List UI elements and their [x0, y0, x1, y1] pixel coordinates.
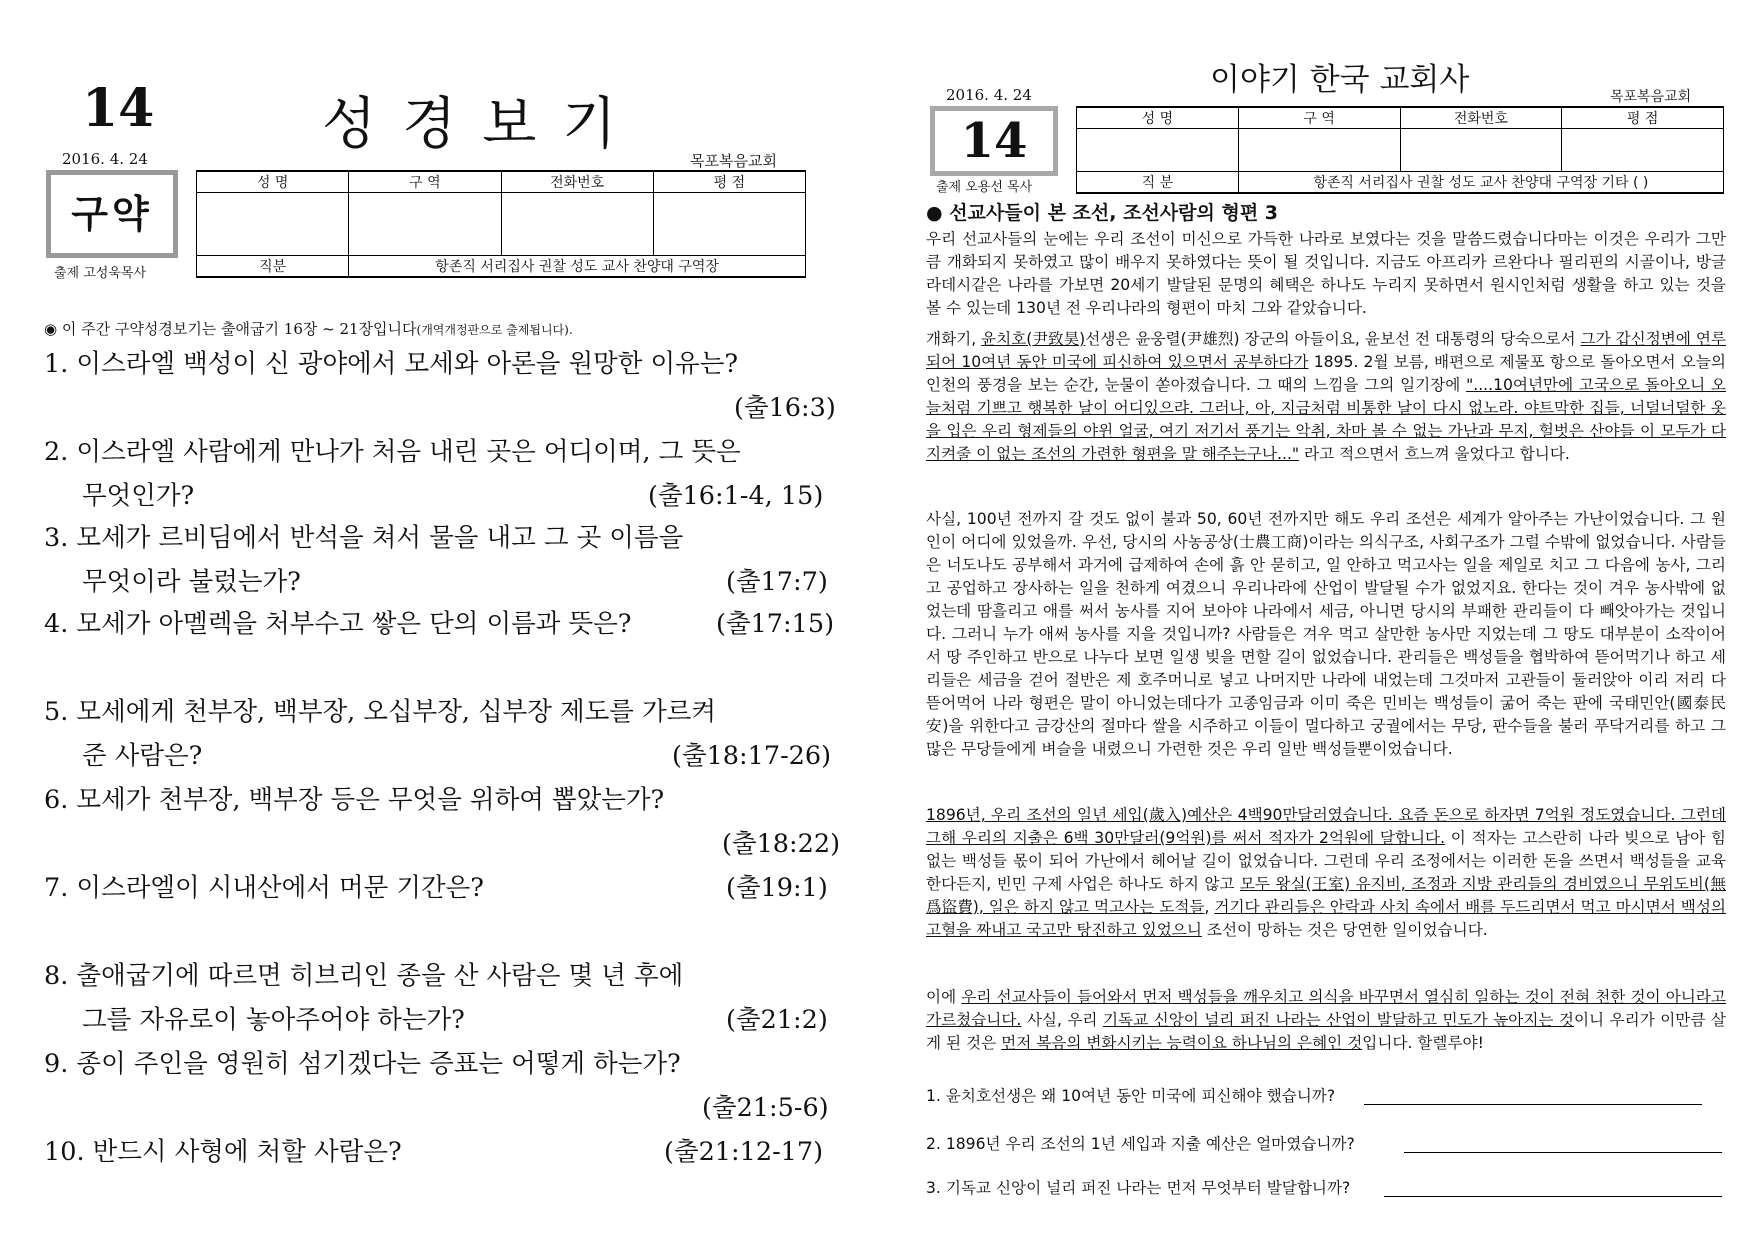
question-2: 2. 이스라엘 사람에게 만나가 처음 내린 곳은 어디이며, 그 뜻은	[44, 437, 741, 467]
p4-part-c: 모두 왕실(王室) 유지비, 조정과 지방 관리들의 경비였으니 무위도비(無爲盜費), 일은 하지 않고 먹고사는 도적들	[926, 875, 1726, 916]
paragraph-5	[926, 986, 1726, 1055]
question-7: 7. 이스라엘이 시내산에서 머문 기간은?	[44, 873, 484, 903]
question-5: 5. 모세에게 천부장, 백부장, 오십부장, 십부장 제도를 가르켜	[44, 697, 716, 727]
left-info-table	[196, 170, 806, 278]
answer-line-2[interactable]	[1404, 1152, 1722, 1153]
phone-field[interactable]	[501, 193, 653, 256]
question-3: 3. 모세가 르비딤에서 반석을 쳐서 물을 내고 그 곳 이름을	[44, 523, 684, 553]
p5-part-b: 우리 선교사들이 들어와서 먼저 백성들을 깨우치고 의식을 바꾸면서 열심히 일하는 것이 전혀 천한 것이 아니라고 가르쳤습니다.	[926, 988, 1726, 1029]
question-3-ref: (출17:7)	[726, 567, 828, 597]
district-field[interactable]	[1238, 129, 1400, 172]
answer-line-3[interactable]	[1384, 1196, 1722, 1197]
score-field[interactable]	[653, 193, 805, 256]
question-3-line2: 무엇이라 불렀는가?	[82, 567, 301, 597]
header-phone: 전화번호	[1400, 107, 1562, 129]
question-2-line2: 무엇인가?	[82, 481, 195, 511]
question-1-ref: (출16:3)	[734, 393, 836, 423]
right-issue-number: 14	[960, 113, 1028, 169]
question-5-line2: 준 사람은?	[82, 741, 203, 771]
left-author: 출제 고성욱목사	[54, 266, 147, 281]
review-question-1: 1. 윤치호선생은 왜 10여년 동안 미국에 피신해야 했습니까?	[926, 1087, 1336, 1105]
left-date: 2016. 4. 24	[62, 150, 148, 168]
phone-field[interactable]	[1400, 129, 1562, 172]
paragraph-2	[926, 328, 1726, 466]
score-field[interactable]	[1562, 129, 1724, 172]
p4-part-a: 1896년, 우리 조선의 일년 세입(歲入)예산은 4백90만달러였습니다. 요즘 돈으로 하자면 7억원 정도였습니다. 그런데 그해 우리의 지출은 6백 30만달러(9억원)를 써서 적자가 2억원에 달합니다.	[926, 806, 1726, 847]
p5-part-f: 먼저 복음의 변화시키는 능력이요 하나님의 은혜인 것	[1001, 1034, 1363, 1052]
header-name: 성 명	[1077, 107, 1239, 129]
question-10-ref: (출21:12-17)	[664, 1137, 824, 1167]
note-small: (개역개정판으로 출제됩니다).	[416, 323, 573, 337]
name-field[interactable]	[1077, 129, 1239, 172]
question-6-ref: (출18:22)	[722, 829, 841, 859]
question-5-ref: (출18:17-26)	[672, 741, 832, 771]
question-7-ref: (출19:1)	[726, 873, 828, 903]
question-8-line2: 그를 자유로이 놓아주어야 하는가?	[82, 1005, 465, 1035]
question-8: 8. 출애굽기에 따르면 히브리인 종을 산 사람은 몇 년 후에	[44, 961, 684, 991]
paragraph-3: 사실, 100년 전까지 갈 것도 없이 불과 50, 60년 전까지만 해도 우리 조선은 세계가 알아주는 가난이었습니다. 그 원인이 어디에 있었을까. 우선, 당시의 사농공상(士農工商)이라는 의식구조, 사회구조가 그럴 수밖에 없었습니다. 사람들은 너도나도 공부해서 과거에 급제하여 손에 흙 안 묻히고, 일 안하고 먹고사는 일을 제일로 치고 그 다음에 농사, 그리고 공업하고 장사하는 일을 천하게 여겼으니 우리나라에 산업이 발달될 수가 없었지요. 한다는 것이 겨우 농사밖에 없었는데 땀흘리고 애를 써서 농사를 지어 보아야 나라에서 세금, 아니면 당시의 부패한 관리들이 다 빼앗아가는 것입니다. 그러니 누가 애써 농사를 지을 것입니까? 사람들은 겨우 먹고 살만한 농사만 지었는데 그 땅도 대부분이 소작이어서 땅 주인하고 반으로 나누다 보면 일생 빚을 면할 길이 없었습니다. 관리들은 백성들을 협박하여 뜯어먹기나 하고 세리들은 세금을 걷어 절반은 제 호주머니로 넣고 나머지만 나라에 내었는데 그것마저 고관들이 둘러앉아 이리 저리 다 뜯어먹어 나라 형편은 말이 아니었는데다가 고종임금과 이미 죽은 민비는 백성들이 굶어 죽는 판에 국태민안(國泰民安)을 위한다고 금강산의 절마다 쌀을 시주하고 이들이 멀다하고 궁궐에서는 무당, 판수들을 불러 푸닥거리를 하고 그 많은 무당들에게 벼슬을 내렸으니 가련한 것은 우리 일반 백성들뿐이었습니다.	[926, 510, 1726, 758]
role-label: 직분	[197, 256, 349, 278]
p2-part-a: 개화기,	[926, 330, 982, 348]
p2-part-b: 윤치호(尹致昊)	[981, 330, 1086, 348]
header-score: 평 점	[1562, 107, 1724, 129]
question-4-ref: (출17:15)	[716, 609, 835, 639]
p4-part-f: 조선이 망하는 것은 당연한 일이었습니다.	[1201, 921, 1488, 939]
left-instructions	[44, 318, 573, 339]
right-issue-box	[930, 106, 1058, 176]
left-issue-number: 14	[82, 78, 155, 139]
p2-part-f: "....10여년만에 고국으로 돌아오니 오늘처럼 기쁘고 행복한 날이 어디있으랴. 그러나, 아, 지금처럼 비통한 날이 다시 없노라. 야트막한 집들, 너덜너덜한 옷을 입은 우리 형제들의 야윈 얼굴, 여기 저기서 풍기는 악취, 차마 볼 수 없는 가난과 무지, 헐벗은 산야들 이 모두가 다 지켜줄 이 없는 조선의 가련한 형편을 말 해주는구나..."	[926, 376, 1726, 463]
role-label: 직 분	[1077, 172, 1239, 194]
right-date: 2016. 4. 24	[946, 86, 1032, 104]
p5-part-g: 입니다. 할렐루야!	[1362, 1034, 1484, 1052]
question-9: 9. 종이 주인을 영원히 섬기겠다는 증표는 어떻게 하는가?	[44, 1049, 681, 1079]
p5-part-c: 사실, 우리	[1021, 1011, 1103, 1029]
question-10: 10. 반드시 사형에 처할 사람은?	[44, 1137, 402, 1167]
left-church-name: 목포복음교회	[690, 152, 777, 170]
p2-part-e: 1895. 2월 보름, 배편으로 제물포 항으로 돌아오면서 오늘의 인천의 풍경을 보는 순간, 눈물이 쏟아졌습니다. 그 때의 느낌을 그의 일기장에	[926, 353, 1726, 394]
paragraph-1: 우리 선교사들의 눈에는 우리 조선이 미신으로 가득한 나라로 보였다는 것을 말씀드렸습니다마는 이것은 우리가 그만큼 개화되지 못하였고 많이 배우지 못하였다는 뜻이 될 것입니다. 지금도 아프리카 르완다나 필리핀의 시골이나, 방글라데시같은 나라를 가보면 20세기 발달된 문명의 혜택은 하나도 누리지 못하면서 원시인처럼 생활을 하고 있는 것을 볼 수 있는데 130년 전 우리나라의 형편이 마치 그와 같았습니다.	[926, 230, 1726, 317]
question-2-ref: (출16:1-4, 15)	[648, 481, 824, 511]
right-info-table	[1076, 106, 1724, 194]
header-phone: 전화번호	[501, 171, 653, 193]
review-question-2: 2. 1896년 우리 조선의 1년 세입과 지출 예산은 얼마였습니까?	[926, 1135, 1355, 1153]
note-text: ◉ 이 주간 구약성경보기는 출애굽기 16장 ~ 21장입니다	[44, 320, 417, 338]
p4-part-e: 거기다 관리들은 안락과 사치 속에서 배를 두드리면서 먹고 마시면서 백성의 고혈을 짜내고 국고만 탕진하고 있었으니	[926, 898, 1726, 939]
review-question-3: 3. 기독교 신앙이 널리 퍼진 나라는 먼저 무엇부터 발달합니까?	[926, 1179, 1351, 1197]
right-author: 출제 오용선 목사	[936, 180, 1033, 195]
answer-line-1[interactable]	[1364, 1104, 1702, 1105]
question-1: 1. 이스라엘 백성이 신 광야에서 모세와 아론을 원망한 이유는?	[44, 349, 739, 379]
header-district: 구 역	[349, 171, 501, 193]
left-page-title: 성경보기	[322, 92, 643, 157]
header-district: 구 역	[1238, 107, 1400, 129]
article-heading: ● 선교사들이 본 조선, 조선사람의 형편 3	[926, 202, 1279, 224]
p2-part-c: 선생은 윤웅렬(尹雄烈) 장군의 아들이요, 윤보선 전 대통령의 당숙으로서	[1085, 330, 1581, 348]
question-4: 4. 모세가 아멜렉을 처부수고 쌓은 단의 이름과 뜻은?	[44, 609, 632, 639]
section-label: 구약	[71, 192, 153, 236]
p5-part-e: 이니 우리가 이만큼 살게 된 것은	[926, 1011, 1726, 1052]
right-church-name: 목포복음교회	[1610, 89, 1692, 105]
paragraph-4	[926, 804, 1726, 942]
p4-part-d: ,	[1204, 898, 1215, 916]
p5-part-a: 이에	[926, 988, 962, 1006]
role-options[interactable]: 항존직 서리집사 권찰 성도 교사 찬양대 구역장	[349, 256, 806, 278]
p4-part-b: 이 적자는 고스란히 나라 빚으로 남아 힘없는 백성들 몫이 되어 가난에서 헤어날 길이 없었습니다. 그런데 우리 조정에서는 이러한 돈을 쓰면서 백성들을 교육한다든지, 빈민 구제 사업은 하나도 하지 않고	[926, 829, 1726, 893]
district-field[interactable]	[349, 193, 501, 256]
right-page-title: 이야기 한국 교회사	[1210, 62, 1470, 98]
header-score: 평 점	[653, 171, 805, 193]
p2-part-d: 그가 갑신정변에 연루되어 10여년 동안 미국에 피신하여 있으면서 공부하다가	[926, 330, 1726, 371]
question-6: 6. 모세가 천부장, 백부장 등은 무엇을 위하여 뽑았는가?	[44, 785, 665, 815]
question-9-ref: (출21:5-6)	[702, 1093, 829, 1123]
left-section-box	[46, 170, 178, 258]
p2-part-g: 라고 적으면서 흐느껴 울었다고 합니다.	[1299, 445, 1570, 463]
name-field[interactable]	[197, 193, 349, 256]
header-name: 성 명	[197, 171, 349, 193]
question-8-ref: (출21:2)	[726, 1005, 828, 1035]
role-options[interactable]: 항존직 서리집사 권찰 성도 교사 찬양대 구역장 기타 ( )	[1238, 172, 1723, 194]
p5-part-d: 기독교 신앙이 널리 퍼진 나라는 산업이 발달하고 민도가 높아지는 것	[1102, 1011, 1574, 1029]
